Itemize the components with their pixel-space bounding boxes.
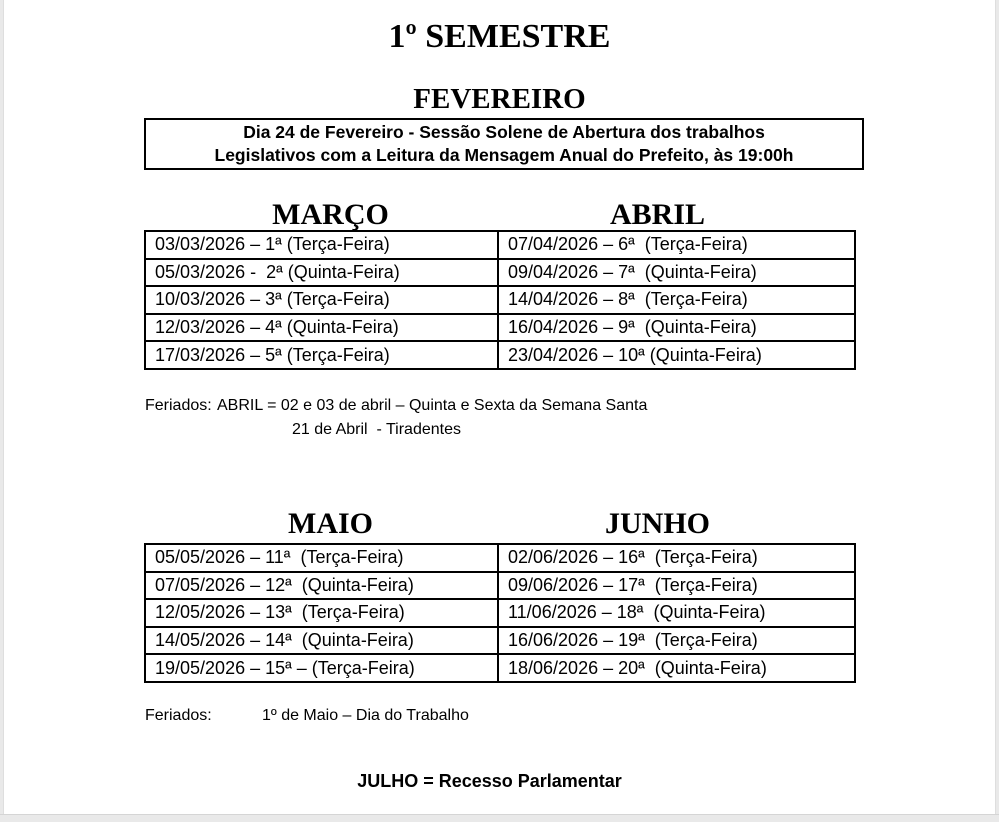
session-cell: 11/06/2026 – 18ª (Quinta-Feira) [498, 599, 855, 627]
session-cell: 02/06/2026 – 16ª (Terça-Feira) [498, 544, 855, 572]
session-cell: 12/05/2026 – 13ª (Terça-Feira) [145, 599, 498, 627]
viewer-edge-right [995, 0, 999, 822]
session-cell: 03/03/2026 – 1ª (Terça-Feira) [145, 231, 498, 259]
table-row [145, 599, 855, 627]
february-notice-box [144, 118, 864, 170]
february-heading: FEVEREIRO [413, 83, 586, 115]
april-holidays-label: Feriados: [145, 397, 212, 414]
june-heading: JUNHO [605, 507, 710, 540]
table-row [145, 341, 855, 369]
session-cell: 19/05/2026 – 15ª – (Terça-Feira) [145, 654, 498, 682]
march-heading: MARÇO [272, 198, 389, 231]
table-row [145, 572, 855, 600]
session-cell: 09/04/2026 – 7ª (Quinta-Feira) [498, 259, 855, 287]
april-heading: ABRIL [609, 198, 706, 231]
table-row [145, 654, 855, 682]
march-april-table [144, 230, 856, 370]
session-cell: 07/04/2026 – 6ª (Terça-Feira) [498, 231, 855, 259]
may-holidays-label: Feriados: [145, 707, 212, 724]
february-notice-line-1: Dia 24 de Fevereiro - Sessão Solene de Abertura dos trabalhos [243, 122, 765, 142]
table-row [145, 544, 855, 572]
session-cell: 10/03/2026 – 3ª (Terça-Feira) [145, 286, 498, 314]
viewer-edge-bottom [0, 814, 999, 822]
may-june-headings [144, 507, 854, 541]
session-cell: 09/06/2026 – 17ª (Terça-Feira) [498, 572, 855, 600]
april-holidays-line-2: 21 de Abril - Tiradentes [292, 421, 461, 438]
session-cell: 14/04/2026 – 8ª (Terça-Feira) [498, 286, 855, 314]
session-cell: 07/05/2026 – 12ª (Quinta-Feira) [145, 572, 498, 600]
session-cell: 12/03/2026 – 4ª (Quinta-Feira) [145, 314, 498, 342]
table-row [145, 286, 855, 314]
session-cell: 23/04/2026 – 10ª (Quinta-Feira) [498, 341, 855, 369]
march-april-headings [144, 198, 854, 232]
session-cell: 18/06/2026 – 20ª (Quinta-Feira) [498, 654, 855, 682]
may-holidays-line-1: 1º de Maio – Dia do Trabalho [262, 707, 469, 724]
july-recess-note: JULHO = Recesso Parlamentar [357, 771, 622, 791]
table-row [145, 627, 855, 655]
table-row [145, 231, 855, 259]
session-cell: 05/05/2026 – 11ª (Terça-Feira) [145, 544, 498, 572]
session-cell: 17/03/2026 – 5ª (Terça-Feira) [145, 341, 498, 369]
viewer-edge-left [0, 0, 4, 822]
session-cell: 16/06/2026 – 19ª (Terça-Feira) [498, 627, 855, 655]
session-cell: 14/05/2026 – 14ª (Quinta-Feira) [145, 627, 498, 655]
session-cell: 16/04/2026 – 9ª (Quinta-Feira) [498, 314, 855, 342]
table-row [145, 314, 855, 342]
april-holidays-line-1: ABRIL = 02 e 03 de abril – Quinta e Sexta da Semana Santa [217, 397, 648, 414]
page-title: 1º SEMESTRE [388, 18, 611, 55]
session-cell: 05/03/2026 - 2ª (Quinta-Feira) [145, 259, 498, 287]
table-row [145, 259, 855, 287]
february-notice-line-2: Legislativos com a Leitura da Mensagem Anual do Prefeito, às 19:00h [214, 145, 794, 165]
may-june-table [144, 543, 856, 683]
may-heading: MAIO [288, 507, 373, 540]
